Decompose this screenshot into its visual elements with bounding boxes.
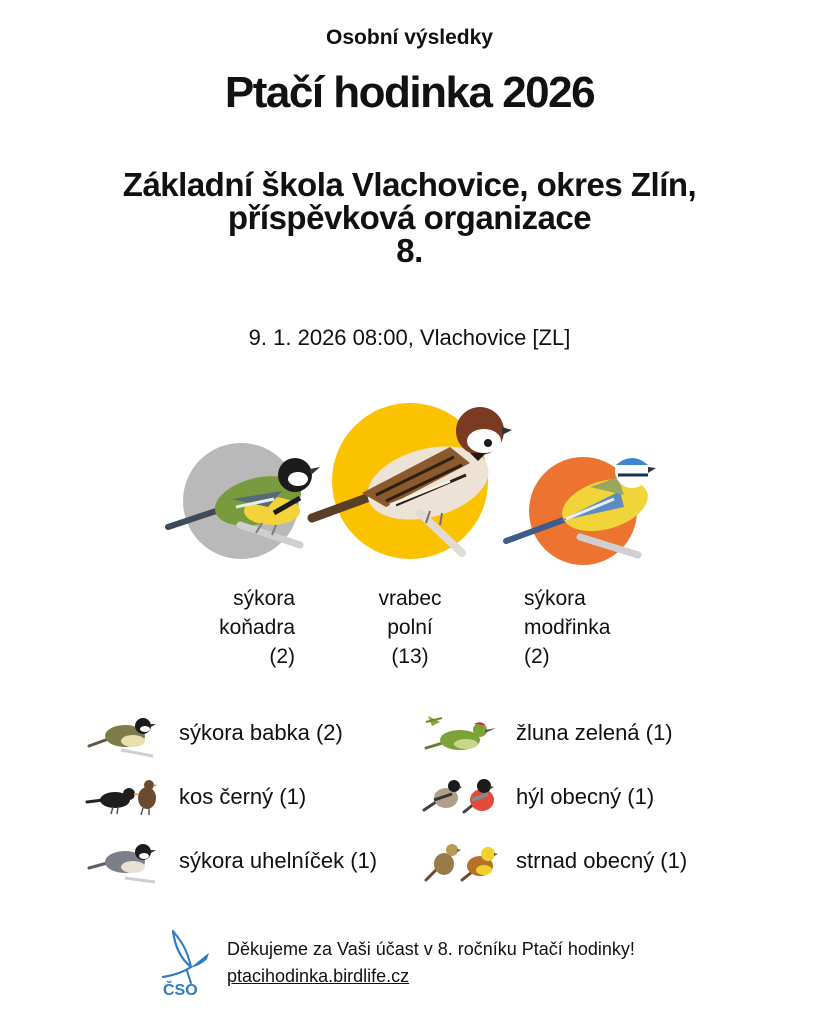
- thanks-text: Děkujeme za Vaši účast v 8. ročníku Ptačí hodinky!: [227, 939, 635, 959]
- species-count: (2): [269, 645, 295, 668]
- bullfinch-icon: [422, 772, 502, 822]
- species-name: vrabec: [378, 587, 442, 610]
- top-species-2: [340, 584, 480, 671]
- school-line: příspěvková organizace: [227, 199, 592, 236]
- species-name: koňadra: [219, 616, 295, 639]
- list-item: [85, 708, 377, 758]
- green-woodpecker-icon: [422, 708, 502, 758]
- yellowhammer-icon: [422, 836, 502, 886]
- school-name: [0, 168, 819, 267]
- list-item: [422, 772, 687, 822]
- species-count: (13): [391, 645, 429, 668]
- species-name: polní: [387, 616, 433, 639]
- species-label: žluna zelená (1): [516, 720, 673, 745]
- species-count: (2): [524, 645, 550, 668]
- species-label: kos černý (1): [179, 784, 307, 809]
- school-class: 8.: [396, 232, 423, 269]
- species-label: sýkora babka (2): [179, 720, 343, 745]
- coal-tit-icon: [85, 836, 165, 886]
- species-list-left: [85, 708, 377, 886]
- logo-text: ČSO: [163, 982, 198, 999]
- list-item: [85, 836, 377, 886]
- species-name: sýkora: [233, 587, 295, 610]
- school-line: Základní škola Vlachovice, okres Zlín,: [122, 166, 697, 203]
- list-item: [422, 708, 687, 758]
- page-subtitle: Osobní výsledky: [326, 26, 493, 49]
- species-label: strnad obecný (1): [516, 848, 688, 873]
- species-name: sýkora: [524, 587, 586, 610]
- top-species-3: [524, 584, 664, 671]
- website-link[interactable]: ptacihodinka.birdlife.cz: [227, 966, 410, 986]
- blackbird-icon: [85, 772, 165, 822]
- date-location: 9. 1. 2026 08:00, Vlachovice [ZL]: [248, 325, 571, 350]
- page-title: Ptačí hodinka 2026: [224, 68, 595, 117]
- top-species-illustration: [150, 395, 670, 570]
- tree-sparrow-icon: [312, 403, 512, 559]
- top-species-1: [155, 584, 295, 671]
- species-label: sýkora uhelníček (1): [179, 848, 378, 873]
- marsh-tit-icon: [85, 708, 165, 758]
- species-label: hýl obecný (1): [516, 784, 655, 809]
- list-item: [85, 772, 377, 822]
- species-list-right: [422, 708, 687, 886]
- footer: [155, 925, 755, 1005]
- cso-bird-logo-icon: [157, 927, 217, 985]
- species-name: modřinka: [524, 616, 611, 639]
- blue-tit-icon: [506, 454, 656, 565]
- great-tit-icon: [168, 443, 320, 559]
- list-item: [422, 836, 687, 886]
